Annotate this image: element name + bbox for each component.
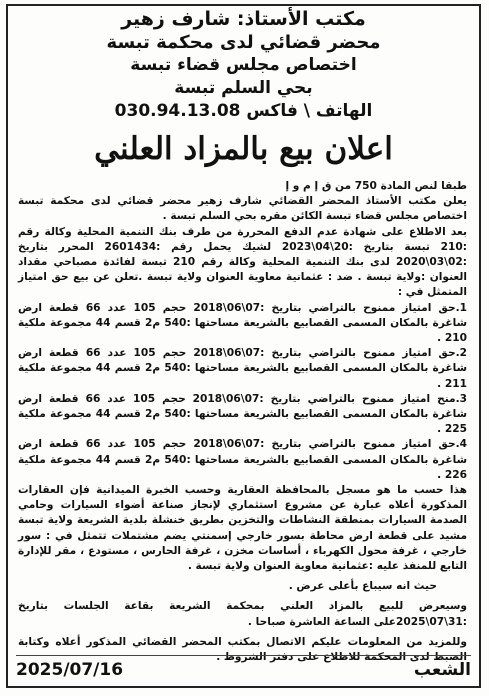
contact-paragraph: وللمزيد من المعلومات عليكم الاتصال بمكتب المحضر القضائي المذكور أعلاه وكتابة الضبط لدى المحكمة للاطلاع على دفتر الشروط . [18, 635, 467, 664]
legal-basis: طبقا لنص المادة 750 من ق إ م و إ [285, 180, 467, 192]
office-address: بحي السلم تبسة [174, 78, 313, 98]
newspaper-footer [16, 655, 471, 680]
context-paragraph: بعد الاطلاع على شهادة عدم الدفع المحررة من طرف بنك التنمية المحلية وكالة رقم :210 تبسة بتاريخ :20\04\2023 لشيك يحمل رقم :2601434 المحرر بتاريخ :02\03\2020 لدى بنك التنمية المحلية وكالة رقم 210 تبسة لفائدة مصباحي مقداد العنوان :ولاية تبسة . ضد : عثمانية معاوية العنوان ولاية تبسة .تعلن عن بيع حق امتياز المتمثل في : [18, 225, 467, 299]
lot-item-3: 3.منح امتياز ممنوح بالتراضي بتاريخ :07\06\2018 حجم 105 عدد 66 قطعة ارض شاغرة بالمكان المسمى القصابيع بالشريعة مساحتها :540 م2 قسم 44 مجموعة ملكية 225 . [18, 392, 467, 436]
lot-item-4: 4.حق امتياز ممنوح بالتراضي بتاريخ :07\06\2018 حجم 105 عدد 66 قطعة ارض شاغرة بالمكان المسمى القصابيع بالشريعة مساحتها :540 م2 قسم 44 مجموعة ملكية 226 . [18, 438, 467, 481]
property-description: هذا حسب ما هو مسجل بالمحافظة العقارية وحسب الخبرة الميدانية فإن العقارات المذكورة أعلاه عبارة عن مشروع استثماري لإنجاز صناعة أضواء السيارات وحامي الصدمة السيارات بمنطقة النشاطات والتخزين بطريق خنشلة بلدية الشريعة ولاية تبسة مشيد على قطعة ارض محاطة بسور خارجي إسمنتي يضم مشتملات تتمثل في : سور خارجي ، غرفة محول الكهرباء ، أساسات مخزن ، غرفة الحارس ، مستودع ، مقر للإدارة التابع للمنفذ عليه :عثمانية معاوية العنوان ولاية تبسة . [18, 484, 467, 573]
announcement-frame [6, 4, 481, 688]
office-phone: الهاتف \ فاكس 030.94.13.08 [114, 101, 373, 121]
announcer-paragraph: يعلن مكتب الأستاذ المحضر القضائي شارف زهير محضر قضائي لدى محكمة تبسة اختصاص مجلس قضاء تبسة الكائن مقره بحي السلم تبسة . [18, 195, 467, 223]
lot-item-1: 1.حق امتياز ممنوح بالتراضي بتاريخ :07\06\2018 حجم 105 عدد 66 قطعة ارض شاغرة بالمكان المسمى القصابيع بالشريعة مساحتها :540 م2 قسم 44 مجموعة ملكية 210 . [18, 301, 467, 345]
office-header [8, 8, 479, 123]
office-name: مكتب الأستاذ: شارف زهير [121, 8, 366, 30]
lot-item-2: 2.حق امتياز ممنوح بالتراضي بتاريخ :07\06\2018 حجم 105 عدد 66 قطعة ارض شاغرة بالمكان المسمى القصابيع بالشريعة مساحتها :540 م2 قسم 44 مجموعة ملكية 211 . [18, 347, 467, 390]
highest-bid-note: حيث انه سيباع بأعلى عرض . [288, 580, 437, 593]
newspaper-name: الشعب [413, 660, 471, 680]
auction-date-paragraph: وسيعرض للبيع بالمزاد العلني بمحكمة الشريعة بقاعة الجلسات بتاريخ :31\07\2025على الساعة العاشرة صباحا . [18, 600, 467, 628]
publication-date: 2025/07/16 [16, 660, 124, 680]
announcement-body [8, 179, 479, 665]
announcement-title: اعلان بيع بالمزاد العلني [94, 131, 393, 167]
office-jurisdiction: اختصاص مجلس قضاء تبسة [130, 55, 357, 75]
office-role: محضر قضائي لدى محكمة تبسة [106, 32, 381, 53]
